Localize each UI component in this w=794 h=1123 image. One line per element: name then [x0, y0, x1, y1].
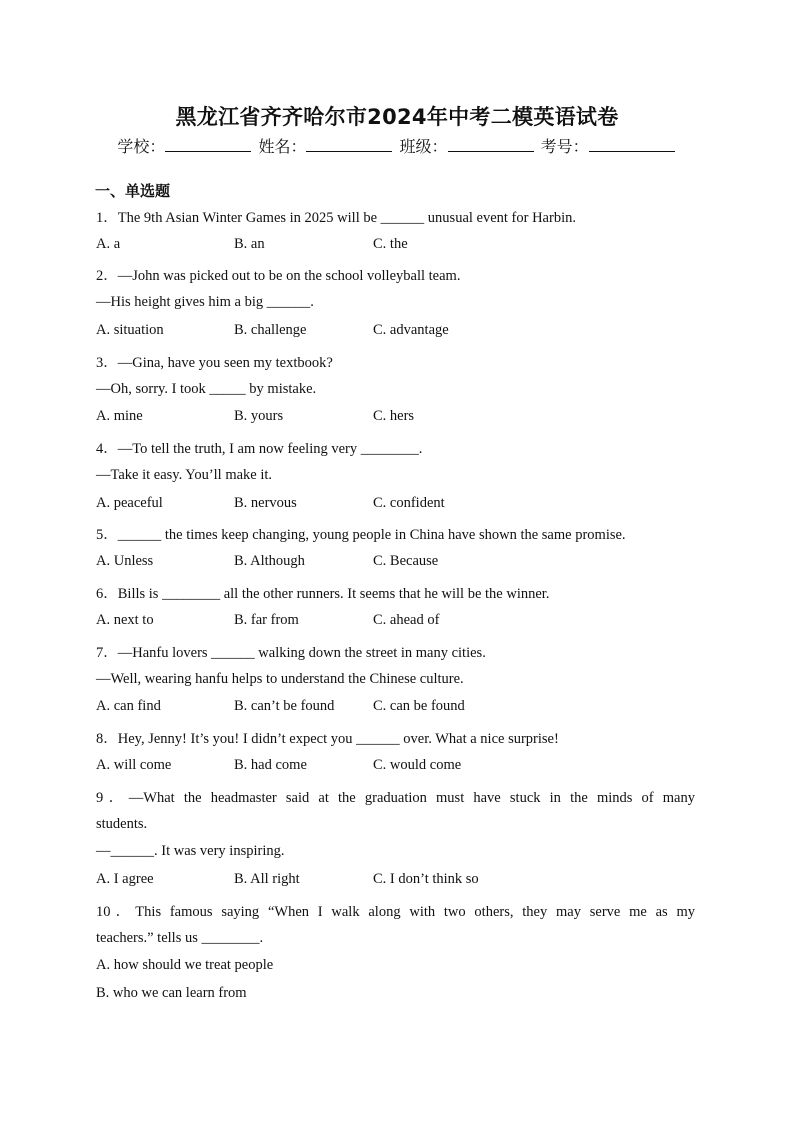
school-blank[interactable] — [165, 137, 251, 152]
option-c[interactable]: C. confident — [373, 495, 445, 511]
question-9-stem-line-2: students. — [96, 816, 148, 832]
question-10-stem-line-2: teachers.” tells us ________. — [96, 930, 264, 946]
option-a[interactable]: A. Unless — [96, 553, 154, 569]
option-c[interactable]: C. the — [373, 236, 408, 252]
option-c[interactable]: C. would come — [373, 757, 462, 773]
question-10-option-b[interactable]: B. who we can learn from — [96, 985, 247, 1001]
question-5-options — [96, 553, 696, 573]
question-3-options — [96, 408, 696, 428]
option-a[interactable]: A. a — [96, 236, 121, 252]
question-1-options — [96, 236, 696, 256]
option-a[interactable]: A. next to — [96, 612, 154, 628]
option-c[interactable]: C. I don’t think so — [373, 871, 479, 887]
option-b[interactable]: B. All right — [234, 871, 300, 887]
option-b[interactable]: B. far from — [234, 612, 299, 628]
question-3-stem: 3．—Gina, have you seen my textbook? — [96, 355, 333, 371]
question-5-stem: 5．______ the times keep changing, young people in China have shown the same promise. — [96, 527, 626, 543]
section-heading: 一、单选题 — [95, 182, 171, 200]
option-a[interactable]: A. will come — [96, 757, 172, 773]
question-2-stem: 2．—John was picked out to be on the school volleyball team. — [96, 268, 461, 284]
school-label: 学校： — [117, 137, 166, 156]
exam-title: 黑龙江省齐齐哈尔市2024年中考二模英语试卷 — [175, 105, 619, 129]
question-10-option-a[interactable]: A. how should we treat people — [96, 957, 274, 973]
question-8-stem: 8．Hey, Jenny! It’s you! I didn’t expect you ______ over. What a nice surprise! — [96, 731, 559, 747]
option-c[interactable]: C. hers — [373, 408, 415, 424]
question-9-stem-line-3: —______. It was very inspiring. — [96, 843, 285, 859]
question-7-options — [96, 698, 696, 718]
class-label: 班级： — [399, 137, 448, 156]
option-c[interactable]: C. can be found — [373, 698, 465, 714]
question-1-stem: 1．The 9th Asian Winter Games in 2025 will be ______ unusual event for Harbin. — [96, 210, 576, 226]
question-4-stem: 4．—To tell the truth, I am now feeling very ________. — [96, 441, 423, 457]
question-7-stem: 7．—Hanfu lovers ______ walking down the street in many cities. — [96, 645, 486, 661]
question-10-stem: 10．This famous saying “When I walk along with two others, they may serve me as my — [96, 904, 695, 920]
option-b[interactable]: B. nervous — [234, 495, 297, 511]
name-blank[interactable] — [306, 137, 392, 152]
student-info-line — [0, 134, 794, 157]
option-a[interactable]: A. mine — [96, 408, 143, 424]
exam-number-blank[interactable] — [589, 137, 675, 152]
question-7-stem-line-2: —Well, wearing hanfu helps to understand the Chinese culture. — [96, 671, 464, 687]
question-2-options — [96, 322, 696, 342]
question-9-stem: 9．—What the headmaster said at the graduation must have stuck in the minds of many — [96, 790, 695, 806]
option-a[interactable]: A. situation — [96, 322, 164, 338]
option-c[interactable]: C. Because — [373, 553, 439, 569]
question-3-stem-line-2: —Oh, sorry. I took _____ by mistake. — [96, 381, 317, 397]
option-b[interactable]: B. challenge — [234, 322, 307, 338]
option-a[interactable]: A. can find — [96, 698, 161, 714]
option-b[interactable]: B. can’t be found — [234, 698, 335, 714]
question-2-stem-line-2: —His height gives him a big ______. — [96, 294, 314, 310]
question-6-options — [96, 612, 696, 632]
option-b[interactable]: B. had come — [234, 757, 307, 773]
option-a[interactable]: A. I agree — [96, 871, 154, 887]
name-label: 姓名： — [258, 137, 307, 156]
option-a[interactable]: A. peaceful — [96, 495, 163, 511]
option-b[interactable]: B. yours — [234, 408, 284, 424]
class-blank[interactable] — [448, 137, 534, 152]
option-b[interactable]: B. an — [234, 236, 265, 252]
question-8-options — [96, 757, 696, 777]
question-9-options — [96, 871, 696, 891]
option-b[interactable]: B. Although — [234, 553, 305, 569]
question-6-stem: 6．Bills is ________ all the other runners. It seems that he will be the winner. — [96, 586, 550, 602]
question-4-options — [96, 495, 696, 515]
option-c[interactable]: C. ahead of — [373, 612, 440, 628]
question-4-stem-line-2: —Take it easy. You’ll make it. — [96, 467, 273, 483]
option-c[interactable]: C. advantage — [373, 322, 449, 338]
exam-number-label: 考号： — [540, 137, 589, 156]
